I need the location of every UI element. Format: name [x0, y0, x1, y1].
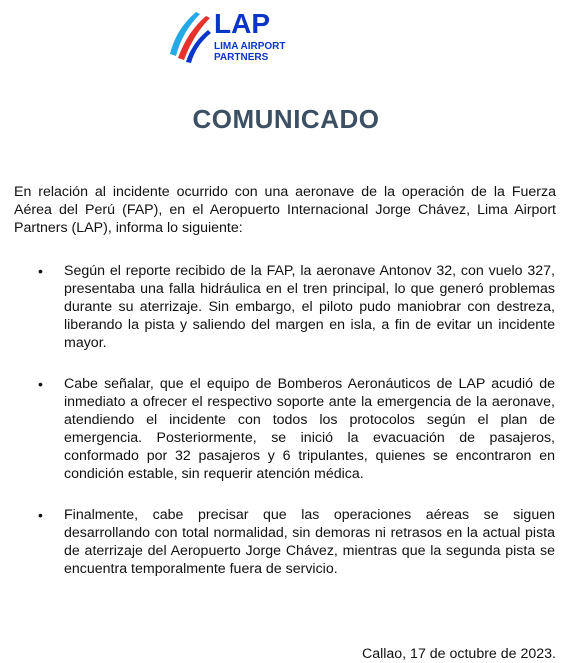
bullet-dot: • — [38, 376, 43, 392]
page-title: COMUNICADO — [192, 104, 380, 134]
bullet-dot: • — [38, 263, 43, 279]
list-item — [38, 262, 555, 352]
intro-paragraph: En relación al incidente ocurrido con una aeronave de la operación de la Fuerza Aérea del Perú (FAP), en el Aeropuerto Internacional Jorge Chávez, Lima Airport Partners (LAP), informa lo siguiente: — [14, 184, 556, 236]
list-item — [38, 506, 555, 578]
date-signoff: Callao, 17 de octubre de 2023. — [361, 646, 556, 662]
list-item-text: Según el reporte recibido de la FAP, la aeronave Antonov 32, con vuelo 327, presentaba una falla hidráulica en el tren principal, lo que generó problemas durante su aterrizaje. Sin embargo, el piloto pudo maniobrar con destreza, liberando la pista y saliendo del margen en isla, a fin de evitar un incidente mayor. — [64, 263, 555, 351]
lap-swoosh-icon — [166, 8, 214, 64]
list-item — [38, 375, 555, 483]
logo-tagline — [214, 41, 314, 63]
lap-logo — [166, 8, 306, 64]
logo-wordmark: LAP — [214, 8, 270, 39]
list-item-text: Finalmente, cabe precisar que las operaciones aéreas se siguen desarrollando con total normalidad, sin demoras ni retrasos en la actual pista de aterrizaje del Aeropuerto Jorge Chávez, mientras que la segunda pista se encuentra temporalmente fuera de servicio. — [64, 507, 555, 577]
logo-tagline-line2: PARTNERS — [214, 52, 269, 63]
logo-tagline-line1: LIMA AIRPORT — [214, 41, 286, 52]
list-item-text: Cabe señalar, que el equipo de Bomberos Aeronáuticos de LAP acudió de inmediato a ofrecer el respectivo soporte ante la emergencia de la aeronave, atendiendo el incidente con todos los protocolos según el plan de emergencia. Posteriormente, se inició la evacuación de pasajeros, conformado por 32 pasajeros y 6 tripulantes, quienes se encontraron en condición estable, sin requerir atención médica. — [64, 376, 555, 482]
bullet-dot: • — [38, 507, 43, 523]
